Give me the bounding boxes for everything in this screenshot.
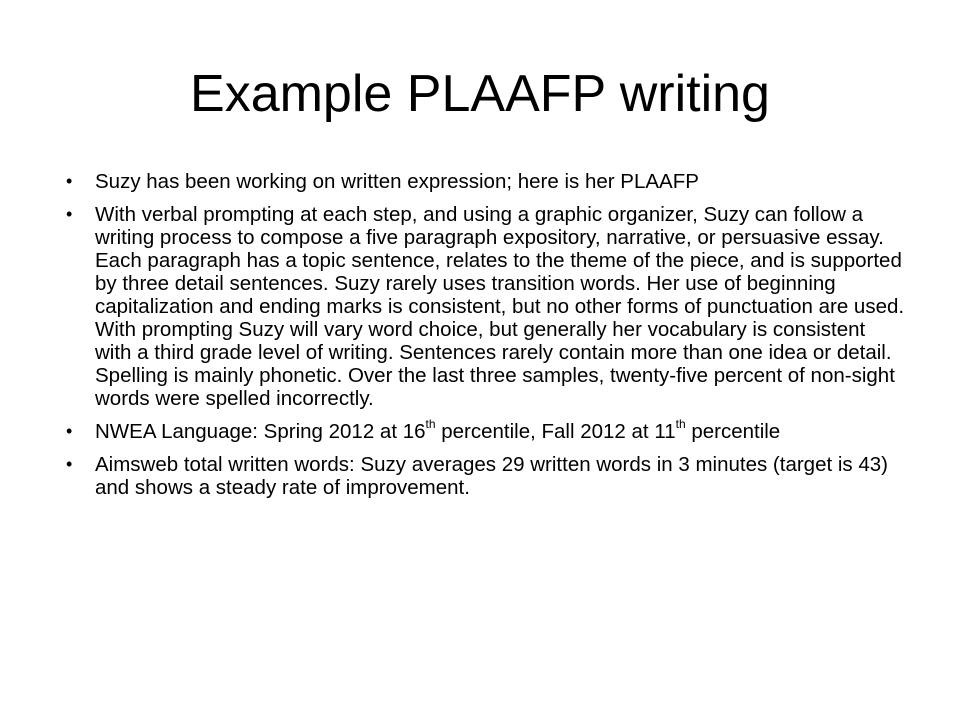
nwea-text-part1: NWEA Language: Spring 2012 at 16 — [95, 420, 426, 443]
bullet-dot-icon: • — [66, 421, 73, 441]
ordinal-superscript: th — [425, 417, 436, 432]
bullet-item-4 — [66, 453, 906, 499]
bullet-text — [95, 417, 781, 443]
bullet-text: With verbal prompting at each step, and using a graphic organizer, Suzy can follow a writing process to compose a five paragraph expository, narrative, or persuasive essay. Each paragraph has a topic sentence, relates to the theme of the piece, and is supported by three detail sentences. Suzy rarely uses transition words. Her use of beginning capitalization and ending marks is consistent, but no other forms of punctuation are used. With prompting Suzy will vary word choice, but generally her vocabulary is consistent with a third grade level of writing. Sentences rarely contain more than one idea or detail. Spelling is mainly phonetic. Over the last three samples, twenty-five percent of non-sight words were spelled incorrectly. — [95, 203, 905, 410]
bullet-item-1 — [66, 170, 906, 193]
bullet-text: Aimsweb total written words: Suzy averages 29 written words in 3 minutes (target is 43) and shows a steady rate of improvement. — [95, 453, 888, 499]
nwea-text-part3: percentile — [685, 420, 781, 443]
ordinal-superscript: th — [675, 417, 686, 432]
bullet-item-3 — [66, 417, 906, 443]
slide-title: Example PLAAFP writing — [190, 65, 770, 123]
bullet-list — [66, 170, 906, 509]
bullet-dot-icon: • — [66, 204, 73, 224]
nwea-text-part2: percentile, Fall 2012 at 11 — [435, 420, 676, 443]
bullet-dot-icon: • — [66, 171, 73, 191]
bullet-item-2 — [66, 203, 906, 410]
bullet-dot-icon: • — [66, 454, 73, 474]
bullet-text: Suzy has been working on written expression; here is her PLAAFP — [95, 170, 699, 193]
